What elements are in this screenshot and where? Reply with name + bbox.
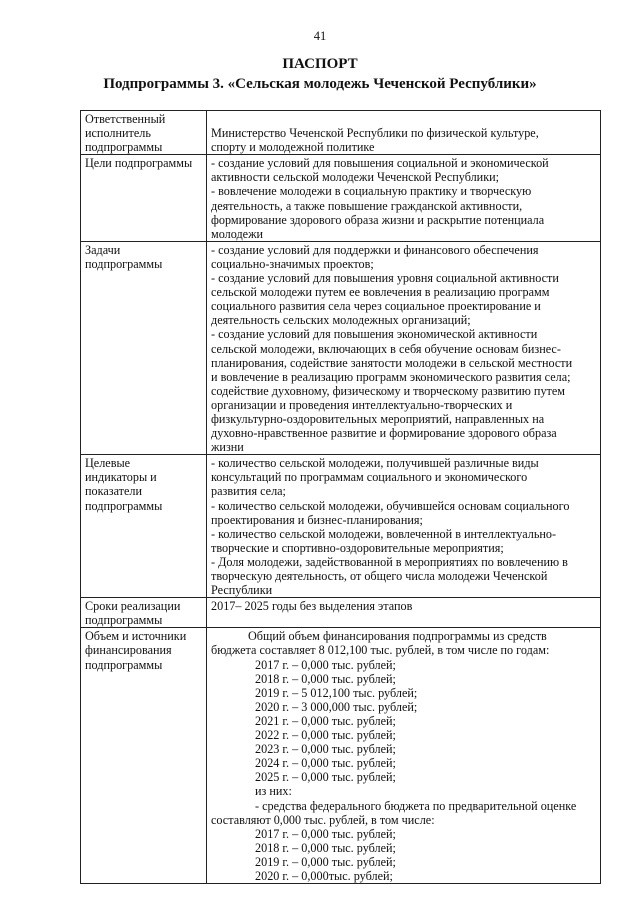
text-line: проектирования и бизнес-планирования;: [211, 512, 423, 527]
text-line: - Доля молодежи, задействованной в мероприятиях по вовлечению в: [211, 554, 568, 569]
row-content: [207, 455, 601, 598]
text-line: - количество сельской молодежи, вовлеченной в интеллектуально-: [211, 526, 557, 541]
text-line: социально-значимых проектов;: [211, 256, 374, 271]
text-line: - создание условий для поддержки и финансового обеспечения: [211, 242, 539, 257]
row-label: [81, 628, 207, 884]
table-row-finance: [81, 628, 601, 884]
text-line: подпрограммы: [85, 140, 163, 155]
text-line: Министерство Чеченской Республики по физической культуре,: [211, 126, 539, 141]
document-subtitle: Подпрограммы 3. «Сельская молодежь Чеченской Республики»: [103, 76, 537, 92]
text-line: деятельность сельских молодежных организаций;: [211, 313, 471, 328]
table-row: [81, 455, 601, 598]
text-line: жизни: [211, 440, 244, 455]
table-row: [81, 241, 601, 454]
text-line: подпрограммы: [85, 613, 163, 628]
text-line: - создание условий для повышения уровня социальной активности: [211, 271, 559, 286]
row-label: [81, 241, 207, 454]
text-line: Ответственный: [85, 112, 166, 126]
finance-year-line: 2022 г. – 0,000 тыс. рублей;: [255, 728, 396, 743]
passport-table: [80, 110, 601, 884]
text-line: - создание условий для повышения экономической активности: [211, 327, 538, 342]
text-line: - количество сельской молодежи, получившей различные виды: [211, 456, 539, 471]
finance-year-line: 2018 г. – 0,000 тыс. рублей;: [255, 671, 396, 686]
text-line: сельской молодежи, включающих в себя обучение основам бизнес-: [211, 341, 561, 356]
text-line: физкультурно-оздоровительных мероприятий, направленных на: [211, 411, 545, 426]
finance-intro-cont: бюджета составляет 8 012,100 тыс. рублей, в том числе по годам:: [211, 643, 550, 658]
finance-federal-cont: составляют 0,000 тыс. рублей, в том числе:: [211, 812, 435, 827]
finance-year-line: 2017 г. – 0,000 тыс. рублей;: [255, 826, 396, 841]
finance-intro: Общий объем финансирования подпрограммы из средств: [248, 629, 547, 644]
page-number: 41: [313, 29, 327, 43]
table-row: [81, 111, 601, 155]
text-line: и вовлечение в реализацию программ экономического развития села;: [211, 369, 571, 384]
text-line: спорту и молодежной политике: [211, 140, 375, 155]
text-line: деятельность, а также повышение гражданской активности,: [211, 198, 523, 213]
text-line: Цели подпрограммы: [85, 156, 193, 171]
finance-year-line: 2018 г. – 0,000 тыс. рублей;: [255, 840, 396, 855]
text-line: Целевые: [85, 456, 131, 471]
row-label: [81, 455, 207, 598]
finance-year-line: 2019 г. – 5 012,100 тыс. рублей;: [255, 685, 418, 700]
text-line: индикаторы и: [85, 470, 157, 485]
text-line: планирования, содействие занятости молодежи в сельской местности: [211, 355, 573, 370]
finance-year-line: 2025 г. – 0,000 тыс. рублей;: [255, 770, 396, 785]
row-label: [81, 598, 207, 628]
finance-of-them: из них:: [255, 784, 292, 799]
finance-year-line: 2020 г. – 0,000тыс. рублей;: [255, 868, 393, 883]
text-line: Сроки реализации: [85, 599, 181, 614]
finance-content: [207, 628, 601, 884]
row-content: [207, 111, 601, 155]
text-line: активности сельской молодежи Чеченской Республики;: [211, 170, 500, 185]
row-label: [81, 111, 207, 155]
text-line: Республики: [211, 583, 273, 598]
text-line: творческую деятельность, от общего числа молодежи Чеченской: [211, 569, 548, 583]
document-title: ПАСПОРТ: [282, 56, 358, 72]
finance-year-line: 2020 г. – 3 000,000 тыс. рублей;: [255, 699, 418, 714]
finance-federal: - средства федерального бюджета по предварительной оценке: [255, 798, 577, 813]
text-line: духовно-нравственное развитие и формирование здорового образа: [211, 426, 557, 441]
text-line: - вовлечение молодежи в социальную практику и творческую: [211, 184, 532, 199]
text-line: сельской молодежи путем ее вовлечения в реализацию программ: [211, 285, 550, 300]
text-line: - создание условий для повышения социальной и экономической: [211, 156, 549, 171]
row-label: [81, 155, 207, 242]
text-line: организации и проведения интеллектуально-творческих и: [211, 397, 513, 412]
text-line: Объем и источники: [85, 629, 187, 644]
text-line: социального развития села через социальное проектирование и: [211, 299, 541, 314]
finance-year-line: 2024 г. – 0,000 тыс. рублей;: [255, 756, 396, 771]
row-content: [207, 598, 601, 628]
text-line: развития села;: [211, 484, 286, 499]
text-line: 2017– 2025 годы без выделения этапов: [211, 599, 413, 614]
text-line: подпрограммы: [85, 498, 163, 513]
text-line: творческие и спортивно-оздоровительные мероприятия;: [211, 540, 504, 555]
text-line: подпрограммы: [85, 657, 163, 672]
row-content: [207, 155, 601, 242]
row-content: [207, 241, 601, 454]
finance-year-line: 2023 г. – 0,000 тыс. рублей;: [255, 742, 396, 757]
finance-year-line: 2019 г. – 0,000 тыс. рублей;: [255, 854, 396, 869]
text-line: Задачи: [85, 242, 121, 257]
finance-year-line: 2021 г. – 0,000 тыс. рублей;: [255, 713, 396, 728]
text-line: - количество сельской молодежи, обучившейся основам социального: [211, 498, 570, 513]
text-line: консультаций по программам социального и экономического: [211, 470, 528, 485]
text-line: исполнитель: [85, 126, 151, 141]
table-row: [81, 155, 601, 242]
text-line: содействие духовному, физическому и творческому развитию путем: [211, 383, 565, 398]
text-line: [211, 112, 597, 126]
text-line: подпрограммы: [85, 256, 163, 271]
table-row: [81, 598, 601, 628]
text-line: молодежи: [211, 226, 264, 241]
text-line: финансирования: [85, 643, 172, 658]
text-line: формирование здорового образа жизни и раскрытие потенциала: [211, 212, 545, 227]
finance-year-line: 2017 г. – 0,000 тыс. рублей;: [255, 657, 396, 672]
text-line: показатели: [85, 484, 143, 499]
